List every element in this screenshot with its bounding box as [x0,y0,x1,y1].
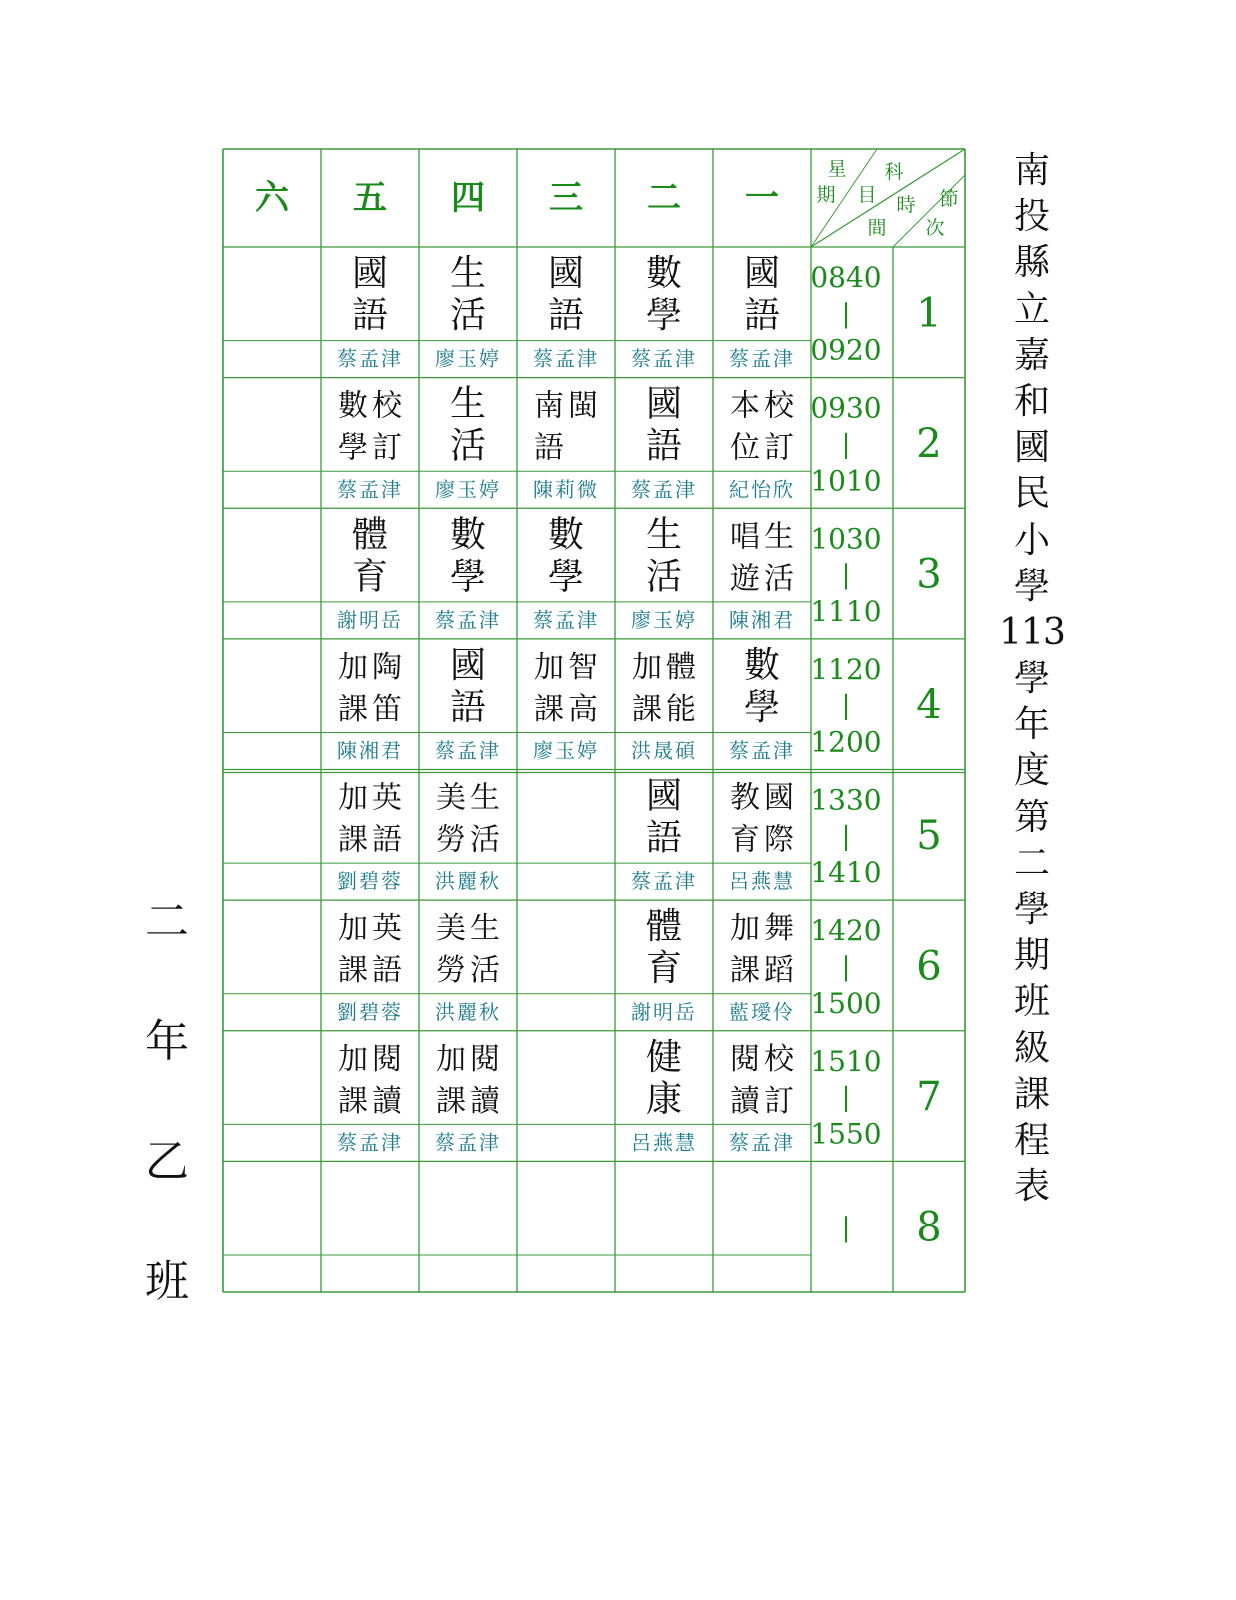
teacher-name: 陳湘君 [337,738,403,763]
title-char: 縣 [1013,242,1050,284]
teacher-name: 藍璦伶 [729,999,795,1024]
teacher-name: 劉碧蓉 [337,999,403,1024]
day-header: 一 [745,178,779,218]
teacher-name: 蔡孟津 [533,607,599,632]
title-char: 嘉 [1013,334,1050,376]
subject-char: 語 [351,295,389,336]
subject-char: 課 [534,691,564,727]
subject-char: 美 [436,911,466,947]
class-label-char: 班 [145,1256,189,1307]
subject-char: 課 [436,1083,466,1119]
subject-char: 體 [351,514,389,556]
teacher-name: 紀怡欣 [729,477,795,502]
subject-char: 閩 [568,388,598,424]
subject-char: 讀 [730,1083,760,1119]
teacher-name: 蔡孟津 [631,477,697,502]
subject-char: 唱 [730,519,760,555]
title-char: 學 [1013,565,1050,607]
subject-char: 加 [338,1041,368,1077]
day-header: 四 [451,178,485,218]
class-label-char: 乙 [145,1136,189,1187]
subject-char: 數 [743,644,781,686]
period-number: 8 [916,1204,942,1251]
subject-char: 育 [351,556,389,598]
subject-char: 勞 [436,822,466,858]
title-char: 民 [1013,473,1050,515]
subject-char: 生 [470,911,500,947]
subject-char: 高 [568,691,598,727]
subject-char: 加 [632,649,662,685]
subject-char: 讀 [470,1083,500,1119]
subject-char: 遊 [730,561,760,597]
corner-label-weekday: 期 [816,184,836,206]
period-start-time: 1030 [810,522,882,556]
teacher-name: 陳湘君 [729,607,795,632]
subject-char: 生 [764,519,794,555]
subject-char: 學 [338,430,368,466]
period-number: 6 [916,943,942,990]
subject-char: 閱 [372,1041,402,1077]
subject-char: 陶 [372,649,402,685]
teacher-name: 劉碧蓉 [337,869,403,894]
corner-label-period: 節 [939,188,959,210]
time-separator: | [841,560,851,591]
subject-char: 康 [645,1078,683,1120]
subject-char: 學 [743,686,781,728]
subject-char: 生 [449,383,487,425]
class-label-char: 年 [145,1016,189,1067]
period-end-time: 1410 [810,856,882,890]
subject-char: 校 [764,388,794,424]
subject-char: 課 [632,691,662,727]
period-start-time: 1120 [810,652,882,686]
subject-char: 學 [645,295,683,336]
teacher-name: 洪麗秋 [435,869,501,894]
subject-char: 課 [730,953,760,989]
subject-char: 課 [338,691,368,727]
corner-label-time: 時 [896,194,916,216]
subject-char: 國 [351,253,389,294]
period-number: 5 [916,812,942,859]
subject-char: 活 [470,822,500,858]
teacher-name: 蔡孟津 [435,1130,501,1155]
subject-char: 數 [338,388,368,424]
subject-char: 語 [645,425,683,467]
teacher-name: 陳莉微 [533,477,599,502]
title-char: 第 [1013,796,1050,838]
subject-char: 訂 [764,1083,794,1119]
teacher-name: 蔡孟津 [533,346,599,371]
teacher-name: 蔡孟津 [337,346,403,371]
teacher-name: 蔡孟津 [435,607,501,632]
subject-char: 課 [338,822,368,858]
teacher-name: 蔡孟津 [729,738,795,763]
subject-char: 校 [764,1041,794,1077]
period-end-time: 1500 [810,986,882,1020]
time-separator: | [841,952,851,983]
time-separator: | [841,429,851,460]
day-header: 二 [647,178,681,218]
title-char: 表 [1013,1166,1050,1208]
period-end-time: 1110 [810,594,882,628]
subject-char: 閱 [470,1041,500,1077]
day-header: 三 [549,178,583,218]
period-end-time: 1010 [810,464,882,498]
subject-char: 蹈 [764,953,794,989]
period-start-time: 1510 [810,1044,882,1078]
title-char: 程 [1013,1119,1050,1161]
day-header: 六 [255,178,289,218]
title-char: 113 [999,611,1065,653]
subject-char: 數 [547,514,585,556]
period-start-time: 1330 [810,783,882,817]
day-header: 五 [353,178,387,218]
teacher-name: 蔡孟津 [631,869,697,894]
subject-char: 國 [764,780,794,816]
subject-char: 加 [730,911,760,947]
subject-char: 訂 [372,430,402,466]
subject-char: 語 [547,295,585,336]
subject-char: 課 [338,1083,368,1119]
subject-char: 英 [372,780,402,816]
subject-char: 體 [645,906,683,948]
subject-char: 學 [547,556,585,598]
corner-label-subject: 科 [884,161,904,183]
period-number: 1 [916,290,942,337]
subject-char: 英 [372,911,402,947]
teacher-name: 蔡孟津 [435,738,501,763]
title-char: 年 [1013,704,1050,746]
period-start-time: 1420 [810,914,882,948]
subject-char: 南 [534,388,564,424]
corner-label-time: 間 [867,217,887,239]
corner-label-subject: 目 [857,184,877,206]
subject-char: 語 [743,295,781,336]
teacher-name: 呂燕慧 [729,869,795,894]
teacher-name: 廖玉婷 [435,477,501,502]
subject-char: 加 [436,1041,466,1077]
period-end-time: 1200 [810,725,882,759]
time-separator: | [841,821,851,852]
teacher-name: 蔡孟津 [337,1130,403,1155]
subject-char: 活 [645,556,683,598]
subject-char: 加 [338,911,368,947]
time-separator: | [841,1213,851,1244]
title-char: 度 [1013,750,1050,792]
subject-char: 校 [372,388,402,424]
subject-char: 語 [372,953,402,989]
subject-char: 育 [645,948,683,990]
subject-char: 課 [338,953,368,989]
subject-char: 國 [547,253,585,294]
subject-char: 生 [645,514,683,556]
period-number: 7 [916,1074,942,1121]
subject-char: 能 [666,691,696,727]
subject-char: 語 [449,686,487,728]
time-separator: | [841,1083,851,1114]
subject-char: 活 [764,561,794,597]
subject-char: 生 [449,253,487,294]
subject-char: 國 [645,775,683,817]
title-char: 南 [1013,150,1050,191]
teacher-name: 廖玉婷 [631,607,697,632]
period-end-time: 1550 [810,1117,882,1151]
subject-char: 國 [645,383,683,425]
subject-char: 育 [730,822,760,858]
period-number: 4 [916,682,942,729]
corner-label-period: 次 [925,217,945,239]
title-char: 投 [1013,196,1050,238]
title-char: 期 [1013,935,1050,977]
subject-char: 加 [338,780,368,816]
title-char: 二 [1013,842,1050,884]
subject-char: 生 [470,780,500,816]
subject-char: 舞 [764,911,794,947]
period-end-time: 0920 [810,333,882,367]
teacher-name: 蔡孟津 [337,477,403,502]
title-char: 和 [1013,380,1050,422]
teacher-name: 蔡孟津 [729,1130,795,1155]
title-char: 課 [1013,1073,1050,1115]
subject-char: 國 [743,253,781,294]
period-number: 2 [916,420,942,467]
teacher-name: 呂燕慧 [631,1130,697,1155]
subject-char: 笛 [372,691,402,727]
subject-char: 健 [645,1036,683,1078]
subject-char: 數 [449,514,487,556]
period-start-time: 0930 [810,391,882,425]
teacher-name: 謝明岳 [631,999,697,1024]
class-label-char: 二 [145,896,189,947]
title-char: 國 [1013,427,1050,469]
title-char: 立 [1013,288,1050,330]
subject-char: 國 [449,644,487,686]
subject-char: 數 [645,253,683,294]
subject-char: 語 [645,817,683,859]
subject-char: 加 [534,649,564,685]
teacher-name: 蔡孟津 [631,346,697,371]
time-separator: | [841,691,851,722]
subject-char: 學 [449,556,487,598]
teacher-name: 蔡孟津 [729,346,795,371]
teacher-name: 廖玉婷 [435,346,501,371]
subject-char: 際 [764,822,794,858]
teacher-name: 洪晟碩 [631,738,697,763]
title-char: 級 [1013,1027,1050,1069]
title-char: 學 [1013,889,1050,930]
subject-char: 教 [730,780,760,816]
subject-char: 美 [436,780,466,816]
subject-char: 語 [372,822,402,858]
subject-char: 本 [730,388,760,424]
title-char: 小 [1013,519,1050,561]
subject-char: 體 [666,649,696,685]
teacher-name: 洪麗秋 [435,999,501,1024]
title-char: 學 [1013,658,1050,700]
subject-char: 訂 [764,430,794,466]
subject-char: 加 [338,649,368,685]
subject-char: 語 [534,430,564,466]
period-number: 3 [916,551,942,598]
teacher-name: 廖玉婷 [533,738,599,763]
time-separator: | [841,299,851,330]
subject-char: 讀 [372,1083,402,1119]
corner-label-weekday: 星 [827,158,847,180]
subject-char: 智 [568,649,598,685]
teacher-name: 謝明岳 [337,607,403,632]
subject-char: 閱 [730,1041,760,1077]
title-char: 班 [1013,981,1050,1023]
subject-char: 位 [730,430,760,466]
subject-char: 活 [470,953,500,989]
subject-char: 活 [449,425,487,467]
period-start-time: 0840 [810,261,882,294]
subject-char: 勞 [436,953,466,989]
subject-char: 活 [449,295,487,336]
